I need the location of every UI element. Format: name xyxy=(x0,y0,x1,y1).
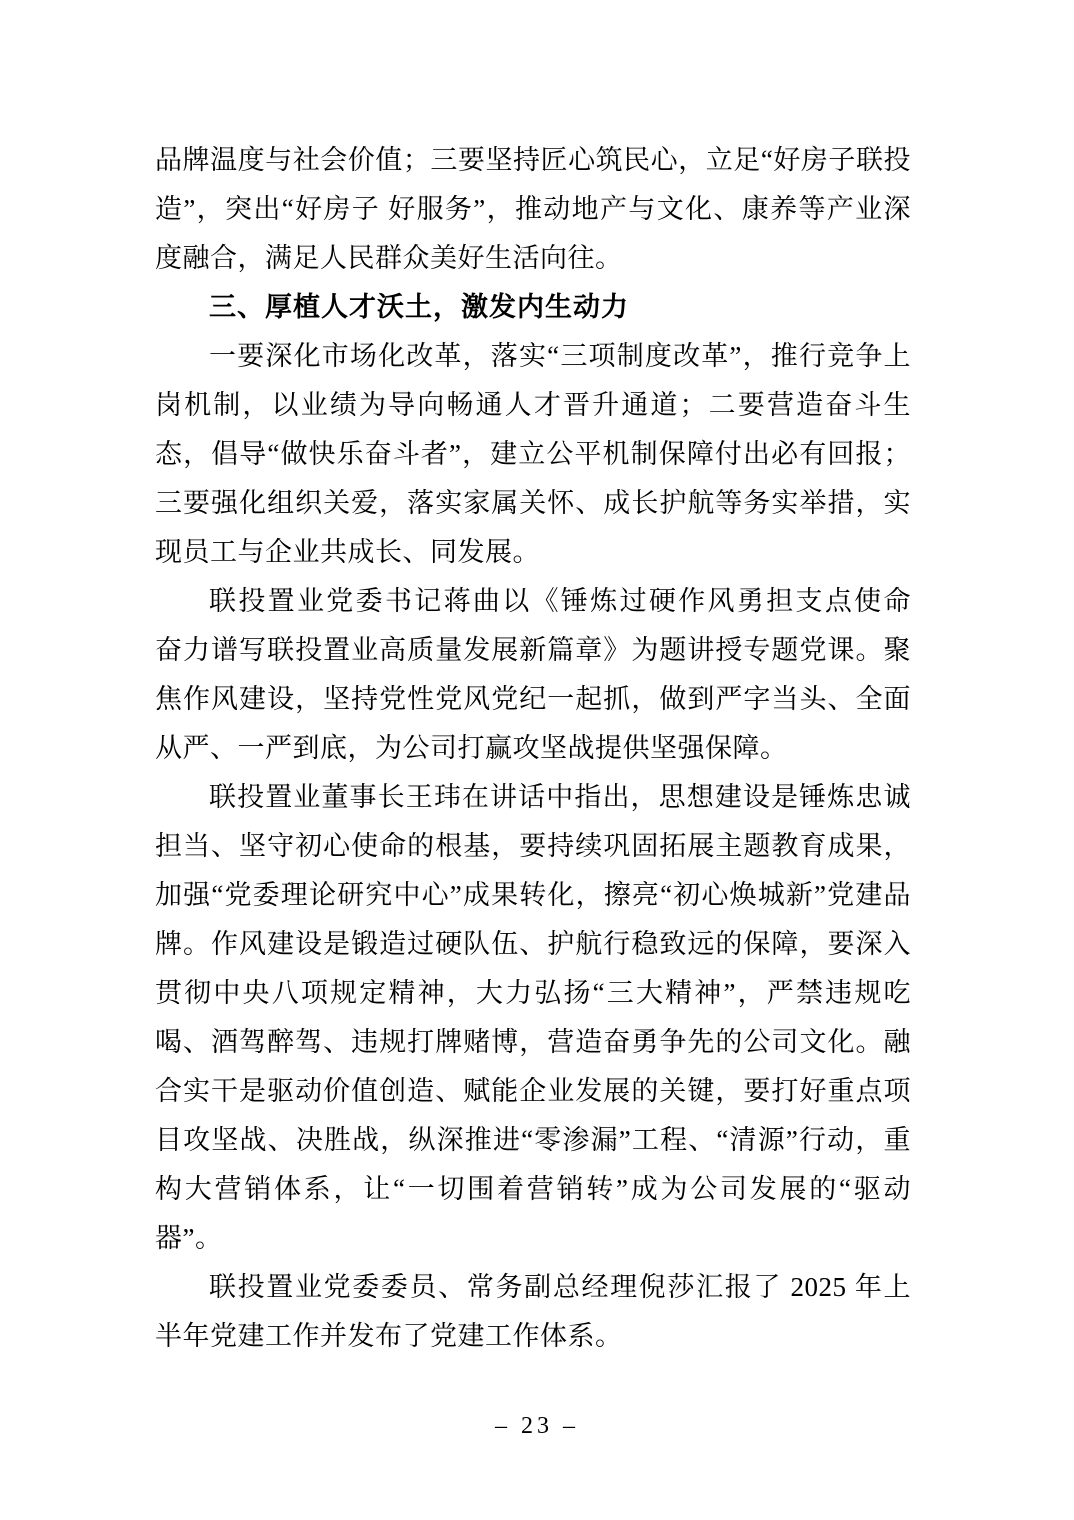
paragraph: 联投置业党委书记蒋曲以《锤炼过硬作风勇担支点使命 奋力谱写联投置业高质量发展新篇章》为题讲授专题党课。聚焦作风建设，坚持党性党风党纪一起抓，做到严字当头、全面从严、一严到底，为公司打赢攻坚战提供坚强保障。 xyxy=(155,586,939,763)
document-body xyxy=(155,136,939,1361)
page-number: – 23 – xyxy=(495,1413,579,1439)
paragraph: 品牌温度与社会价值；三要坚持匠心筑民心，立足“好房子联投造”，突出“好房子 好服务”，推动地产与文化、康养等产业深度融合，满足人民群众美好生活向往。 xyxy=(155,145,911,273)
paragraph: 联投置业党委委员、常务副总经理倪莎汇报了 2025 年上半年党建工作并发布了党建工作体系。 xyxy=(155,1272,911,1351)
paragraph: 一要深化市场化改革，落实“三项制度改革”，推行竞争上岗机制，以业绩为导向畅通人才晋升通道；二要营造奋斗生态，倡导“做快乐奋斗者”，建立公平机制保障付出必有回报；三要强化组织关爱，落实家属关怀、成长护航等务实举措，实现员工与企业共成长、同发展。 xyxy=(155,341,911,567)
paragraph: 联投置业董事长王玮在讲话中指出，思想建设是锤炼忠诚担当、坚守初心使命的根基，要持续巩固拓展主题教育成果，加强“党委理论研究中心”成果转化，擦亮“初心焕城新”党建品牌。作风建设是锻造过硬队伍、护航行稳致远的保障，要深入贯彻中央八项规定精神，大力弘扬“三大精神”，严禁违规吃喝、酒驾醉驾、违规打牌赌博，营造奋勇争先的公司文化。融合实干是驱动价值创造、赋能企业发展的关键，要打好重点项目攻坚战、决胜战，纵深推进“零渗漏”工程、“清源”行动，重构大营销体系，让“一切围着营销转”成为公司发展的“驱动器”。 xyxy=(155,782,911,1253)
section-heading: 三、厚植人才沃土，激发内生动力 xyxy=(209,292,629,322)
